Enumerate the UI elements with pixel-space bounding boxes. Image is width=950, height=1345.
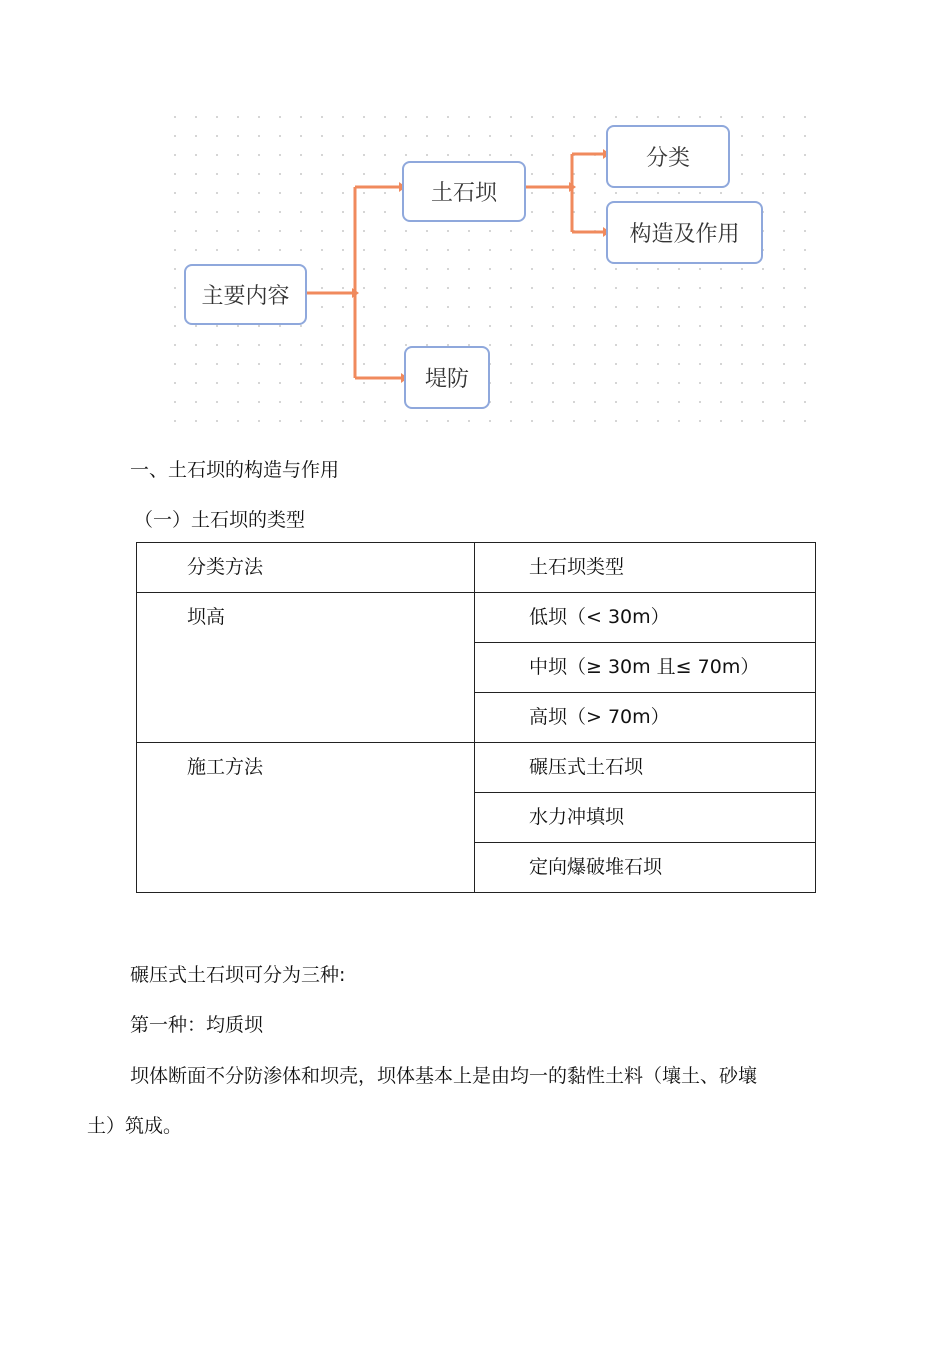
table-row [137,593,816,643]
table-cell-type: 碾压式土石坝 [475,743,816,793]
table-cell-method: 坝高 [137,593,475,743]
table-header-cell: 土石坝类型 [475,543,816,593]
table-cell-type: 定向爆破堆石坝 [475,843,816,893]
mindmap-node-dam: 土石坝 [402,161,526,222]
section-heading: 一、土石坝的构造与作用 [130,459,340,481]
table-cell-type: 水力冲填坝 [475,793,816,843]
table-header-cell: 分类方法 [137,543,475,593]
dam-types-table [136,542,816,893]
mindmap-node-structure: 构造及作用 [606,201,763,264]
paragraph-description-line1: 坝体断面不分防渗体和坝壳，坝体基本上是由均一的黏性土料（壤土、砂壤 [130,1065,758,1087]
mindmap-node-classification: 分类 [606,125,730,188]
table-cell-method: 施工方法 [137,743,475,893]
table-cell-type: 低坝（< 30m） [475,593,816,643]
table-header-row [137,543,816,593]
subsection-heading: （一）土石坝的类型 [134,509,306,531]
paragraph-intro: 碾压式土石坝可分为三种: [130,964,346,986]
paragraph-type-one: 第一种：均质坝 [130,1014,264,1036]
mindmap-node-levee: 堤防 [404,346,490,409]
table-cell-type: 高坝（> 70m） [475,693,816,743]
table-cell-type: 中坝（≥ 30m 且≤ 70m） [475,643,816,693]
table-row [137,743,816,793]
mindmap-node-root: 主要内容 [184,264,307,325]
paragraph-description-line2: 土）筑成。 [87,1115,183,1137]
mindmap-diagram [170,112,820,437]
